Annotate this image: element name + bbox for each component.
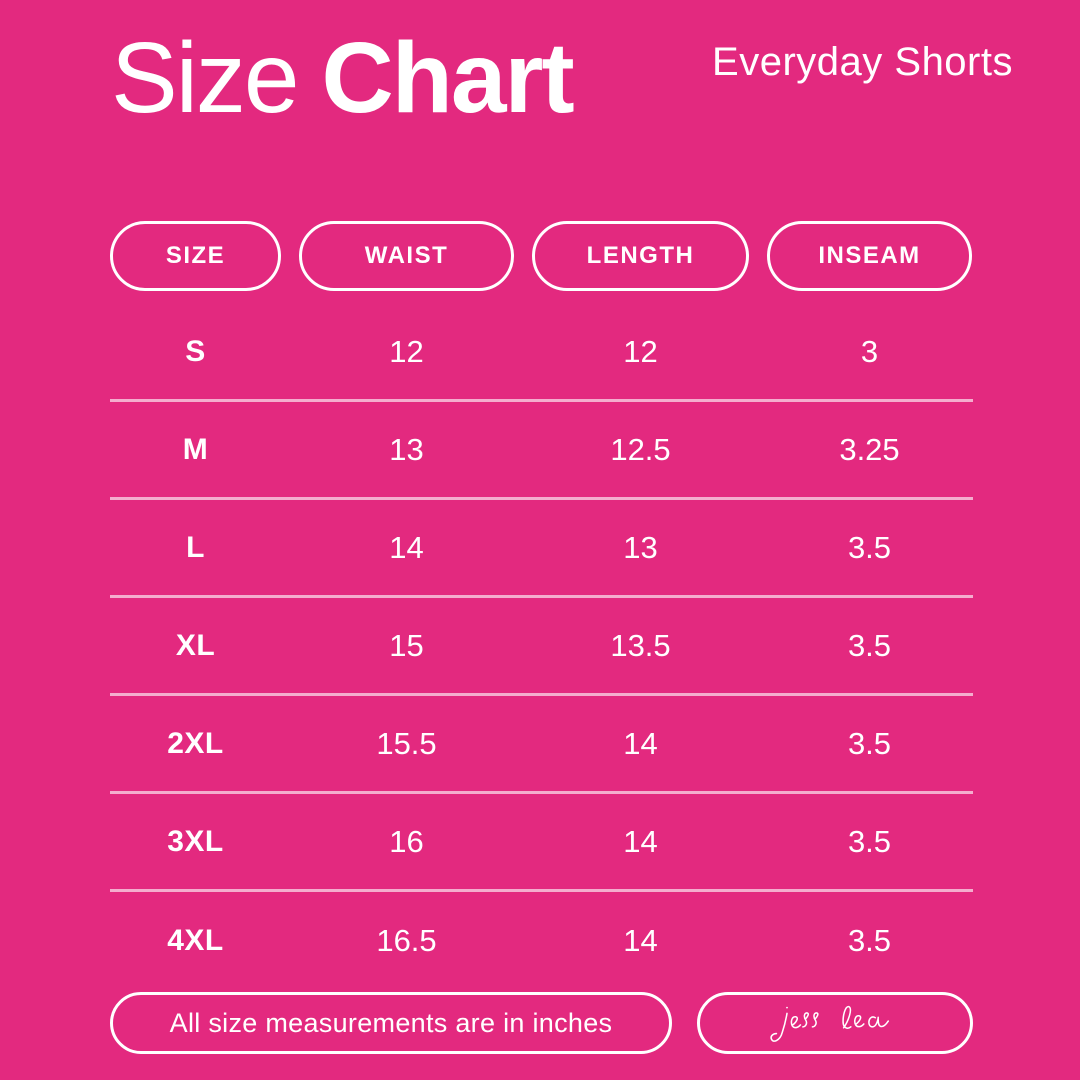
cell-length: 12.5	[610, 431, 671, 467]
cell-inseam: 3.5	[847, 725, 892, 761]
cell-length: 13	[623, 529, 658, 565]
cell-inseam: 3.5	[847, 923, 892, 958]
cell-waist: 14	[389, 529, 424, 565]
cell-length: 14	[623, 823, 658, 859]
table-row	[110, 402, 973, 500]
row-size-label: 3XL	[167, 824, 224, 858]
size-table	[110, 304, 973, 990]
signature-icon	[760, 999, 910, 1047]
cell-inseam: 3.25	[839, 431, 900, 467]
page-title	[111, 22, 573, 134]
table-row	[110, 892, 973, 990]
cell-waist: 15	[389, 627, 424, 663]
column-headers	[110, 221, 973, 291]
product-name: Everyday Shorts	[712, 40, 1013, 84]
cell-length: 14	[623, 725, 658, 761]
title-word-size: Size	[111, 22, 298, 134]
table-row	[110, 304, 973, 402]
column-pill-size: SIZE	[110, 221, 281, 291]
row-size-label: XL	[175, 628, 216, 662]
row-size-label: S	[185, 334, 206, 368]
signature-pill	[697, 992, 973, 1054]
cell-waist: 16	[389, 823, 424, 859]
cell-inseam: 3	[860, 333, 879, 369]
row-size-label: M	[182, 432, 209, 466]
cell-waist: 12	[389, 333, 424, 369]
cell-length: 14	[623, 923, 658, 958]
cell-length: 13.5	[610, 627, 671, 663]
cell-length: 12	[623, 333, 658, 369]
measurement-note-pill	[110, 992, 672, 1054]
cell-waist: 15.5	[376, 725, 437, 761]
measurement-note: All size measurements are in inches	[169, 1007, 613, 1038]
cell-waist: 16.5	[376, 923, 437, 958]
cell-inseam: 3.5	[847, 823, 892, 859]
row-size-label: L	[186, 530, 205, 564]
table-row	[110, 696, 973, 794]
cell-waist: 13	[389, 431, 424, 467]
table-row	[110, 500, 973, 598]
footer	[110, 992, 973, 1054]
title-word-chart: Chart	[321, 22, 573, 134]
cell-inseam: 3.5	[847, 627, 892, 663]
column-pill-inseam: INSEAM	[767, 221, 972, 291]
row-size-label: 4XL	[167, 924, 224, 957]
table-row	[110, 794, 973, 892]
column-pill-waist: WAIST	[299, 221, 514, 291]
column-pill-length: LENGTH	[532, 221, 749, 291]
cell-inseam: 3.5	[847, 529, 892, 565]
table-row	[110, 598, 973, 696]
row-size-label: 2XL	[167, 726, 224, 760]
